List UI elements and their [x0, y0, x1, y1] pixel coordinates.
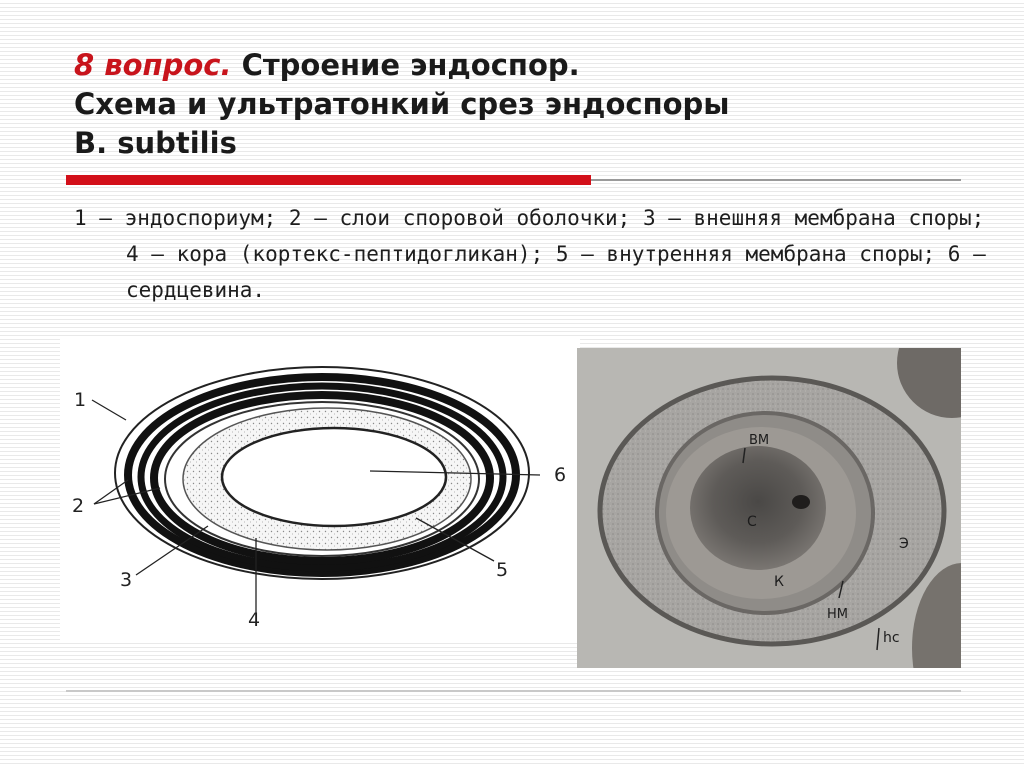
question-number: 8 вопрос. — [74, 48, 232, 82]
photo-label-k: К — [774, 574, 784, 590]
title-red-divider — [66, 175, 591, 185]
leader-line-1 — [92, 400, 126, 420]
photo-label-hc: hc — [883, 630, 900, 646]
legend-description: 1 — эндоспориум; 2 — слои споровой оболочки; 3 — внешняя мембрана споры; 4 — кора (кортекс-пептидогликан); 5 — внутренняя мембрана споры; 6 — сердцевина. — [74, 206, 986, 302]
title-line-1: Строение эндоспор. — [231, 48, 580, 82]
photo-label-e: Э — [899, 536, 909, 552]
electron-micrograph-svg — [577, 348, 961, 668]
core — [227, 432, 441, 522]
diagram-label-5: 5 — [496, 559, 509, 581]
diagram-label-3: 3 — [120, 569, 133, 591]
core-dark-spot — [792, 495, 810, 509]
photo-label-c: С — [747, 514, 757, 530]
diagram-label-6: 6 — [554, 464, 567, 486]
title-line-3: B. subtilis — [74, 126, 237, 160]
slide-title — [74, 46, 974, 163]
endospore-diagram — [60, 338, 580, 643]
diagram-label-1: 1 — [74, 389, 87, 411]
footer-divider — [66, 690, 961, 692]
electron-micrograph — [577, 348, 961, 668]
title-line-2: Схема и ультратонкий срез эндоспоры — [74, 87, 730, 121]
diagram-label-2: 2 — [72, 495, 85, 517]
diagram-label-4: 4 — [248, 609, 261, 631]
endospore-diagram-svg — [60, 338, 580, 643]
title-grey-divider — [591, 179, 961, 181]
photo-label-vm: ВМ — [749, 433, 770, 448]
photo-label-nm: НМ — [827, 607, 848, 622]
